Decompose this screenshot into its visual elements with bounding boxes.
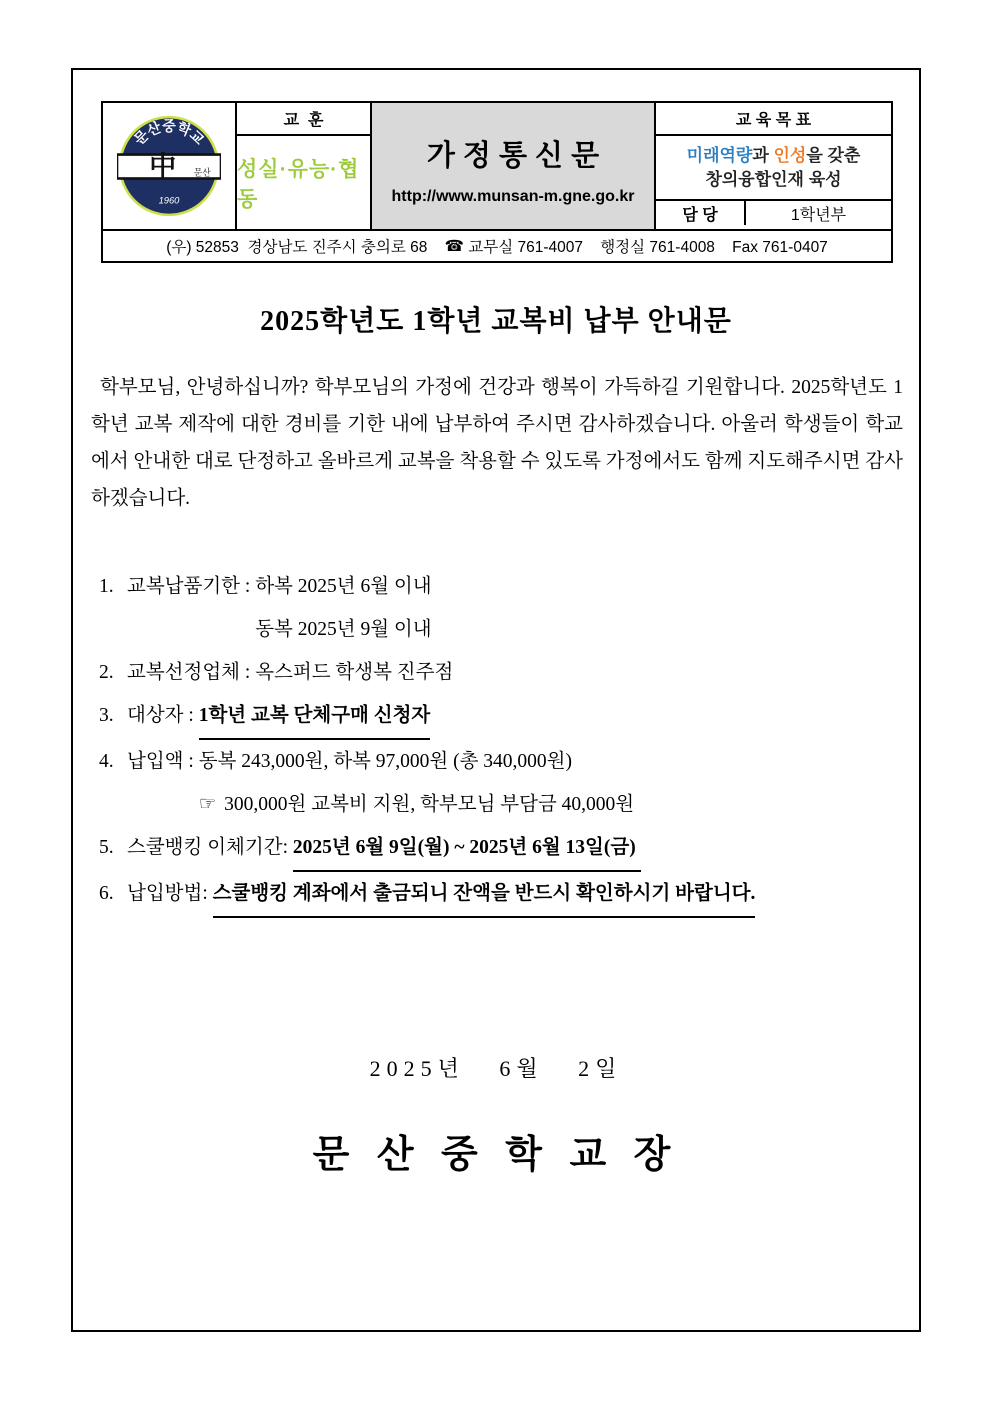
item-label: 교복선정업체 (127, 662, 241, 683)
item-value: 옥스퍼드 학생복 진주점 (255, 662, 454, 683)
item-value-line1: 동복 243,000원, 하복 97,000원 (총 340,000원) (198, 751, 572, 772)
address-row (103, 229, 891, 261)
notice-title: 가 정 통 신 문 (426, 139, 600, 172)
staff-value: 1학년부 (744, 201, 891, 225)
logo-arc-text: 문산중학교 (130, 117, 208, 148)
item-value-line1: 하복 2025년 6월 이내 (255, 576, 432, 597)
goal-text: 과 (752, 145, 774, 165)
motto-header: 교 훈 (237, 103, 370, 136)
list-item-5 (99, 826, 919, 872)
education-goal-line2: 창의융합인재 육성 (705, 169, 842, 189)
item-value-underlined: 2025년 6월 9일(월) ~ 2025년 6월 13일(금) (293, 826, 641, 872)
item-label: 납입액 (127, 751, 184, 772)
list-item-1 (99, 565, 919, 651)
item-value-stack (255, 565, 431, 651)
staff-row (656, 199, 891, 225)
document-date: 2025년 6월 2일 (369, 1056, 623, 1081)
item-label: 대상자 (127, 705, 184, 726)
list-item-6 (99, 872, 919, 918)
page-title: 2025학년도 1학년 교복비 납부 안내문 (260, 306, 732, 337)
intro-paragraph: 학부모님, 안녕하십니까? 학부모님의 가정에 건강과 행복이 가득하길 기원합니다. 2025학년도 1학년 교복 제작에 대한 경비를 기한 내에 납부하여 주시면 감사하겠습니다. 아울러 학생들이 학교에서 안내한 대로 단정하고 올바르게 교복을 착용할 수 있도록 가정에서도 함께 지도해주시면 감사하겠습니다. (91, 377, 903, 509)
item-separator: : (240, 662, 256, 683)
item-label: 교복납품기한 (127, 576, 241, 597)
school-logo-cell (103, 103, 235, 229)
logo-side-label: 문산 (193, 167, 211, 178)
item-note-line (199, 794, 634, 815)
item-number: 3. (99, 705, 114, 726)
staff-label: 담 당 (682, 206, 718, 224)
goal-text: 을 갖춘 (806, 145, 861, 165)
item-value-line2: 동복 2025년 9월 이내 (255, 619, 432, 640)
item-note-text: 300,000원 교복비 지원, 학부모님 부담금 40,000원 (224, 794, 635, 815)
item-label: 납입방법: (127, 883, 213, 904)
header-table-top (103, 103, 891, 229)
address-part1: (우) 52853 경상남도 진주시 충의로 68 (166, 239, 445, 256)
goal-keyword-orange: 인성 (773, 145, 807, 165)
item-label: 스쿨뱅킹 이체기간: (127, 837, 293, 858)
principal-signature: 문 산 중 학 교 장 (312, 1134, 680, 1176)
item-list (99, 565, 919, 918)
item-number: 5. (99, 837, 114, 858)
phone-icon: ☎ (444, 237, 464, 255)
goal-keyword-blue: 미래역량 (686, 145, 753, 165)
item-separator: : (183, 751, 199, 772)
logo-center-glyph: 中 (149, 151, 177, 182)
item-value-underlined: 1학년 교복 단체구매 신청자 (199, 694, 431, 740)
notice-column (370, 103, 654, 229)
item-value-underlined: 스쿨뱅킹 계좌에서 출금되니 잔액을 반드시 확인하시기 바랍니다. (213, 872, 756, 918)
list-item-2 (99, 651, 919, 694)
document-page (71, 68, 921, 1332)
address-part2: 교무실 761-4007 행정실 761-4008 Fax 761-0407 (463, 239, 828, 256)
item-separator: : (183, 705, 199, 726)
school-motto: 성실·유능·협동 (237, 157, 360, 211)
item-separator: : (240, 576, 256, 597)
motto-column (235, 103, 370, 229)
item-number: 1. (99, 576, 114, 597)
item-value-stack (199, 740, 634, 826)
list-item-3 (99, 694, 919, 740)
school-logo-icon (117, 114, 221, 218)
list-item-4 (99, 740, 919, 826)
item-number: 2. (99, 662, 114, 683)
item-number: 4. (99, 751, 114, 772)
item-number: 6. (99, 883, 114, 904)
education-goal-line1 (687, 144, 861, 168)
school-url: http://www.munsan-m.gne.go.kr (391, 187, 635, 205)
education-goal (656, 136, 891, 199)
pointing-hand-icon: ☞ (198, 794, 217, 815)
goal-column (654, 103, 891, 229)
logo-year: 1960 (158, 195, 180, 206)
goal-header: 교 육 목 표 (656, 103, 891, 136)
header-table (101, 101, 893, 263)
